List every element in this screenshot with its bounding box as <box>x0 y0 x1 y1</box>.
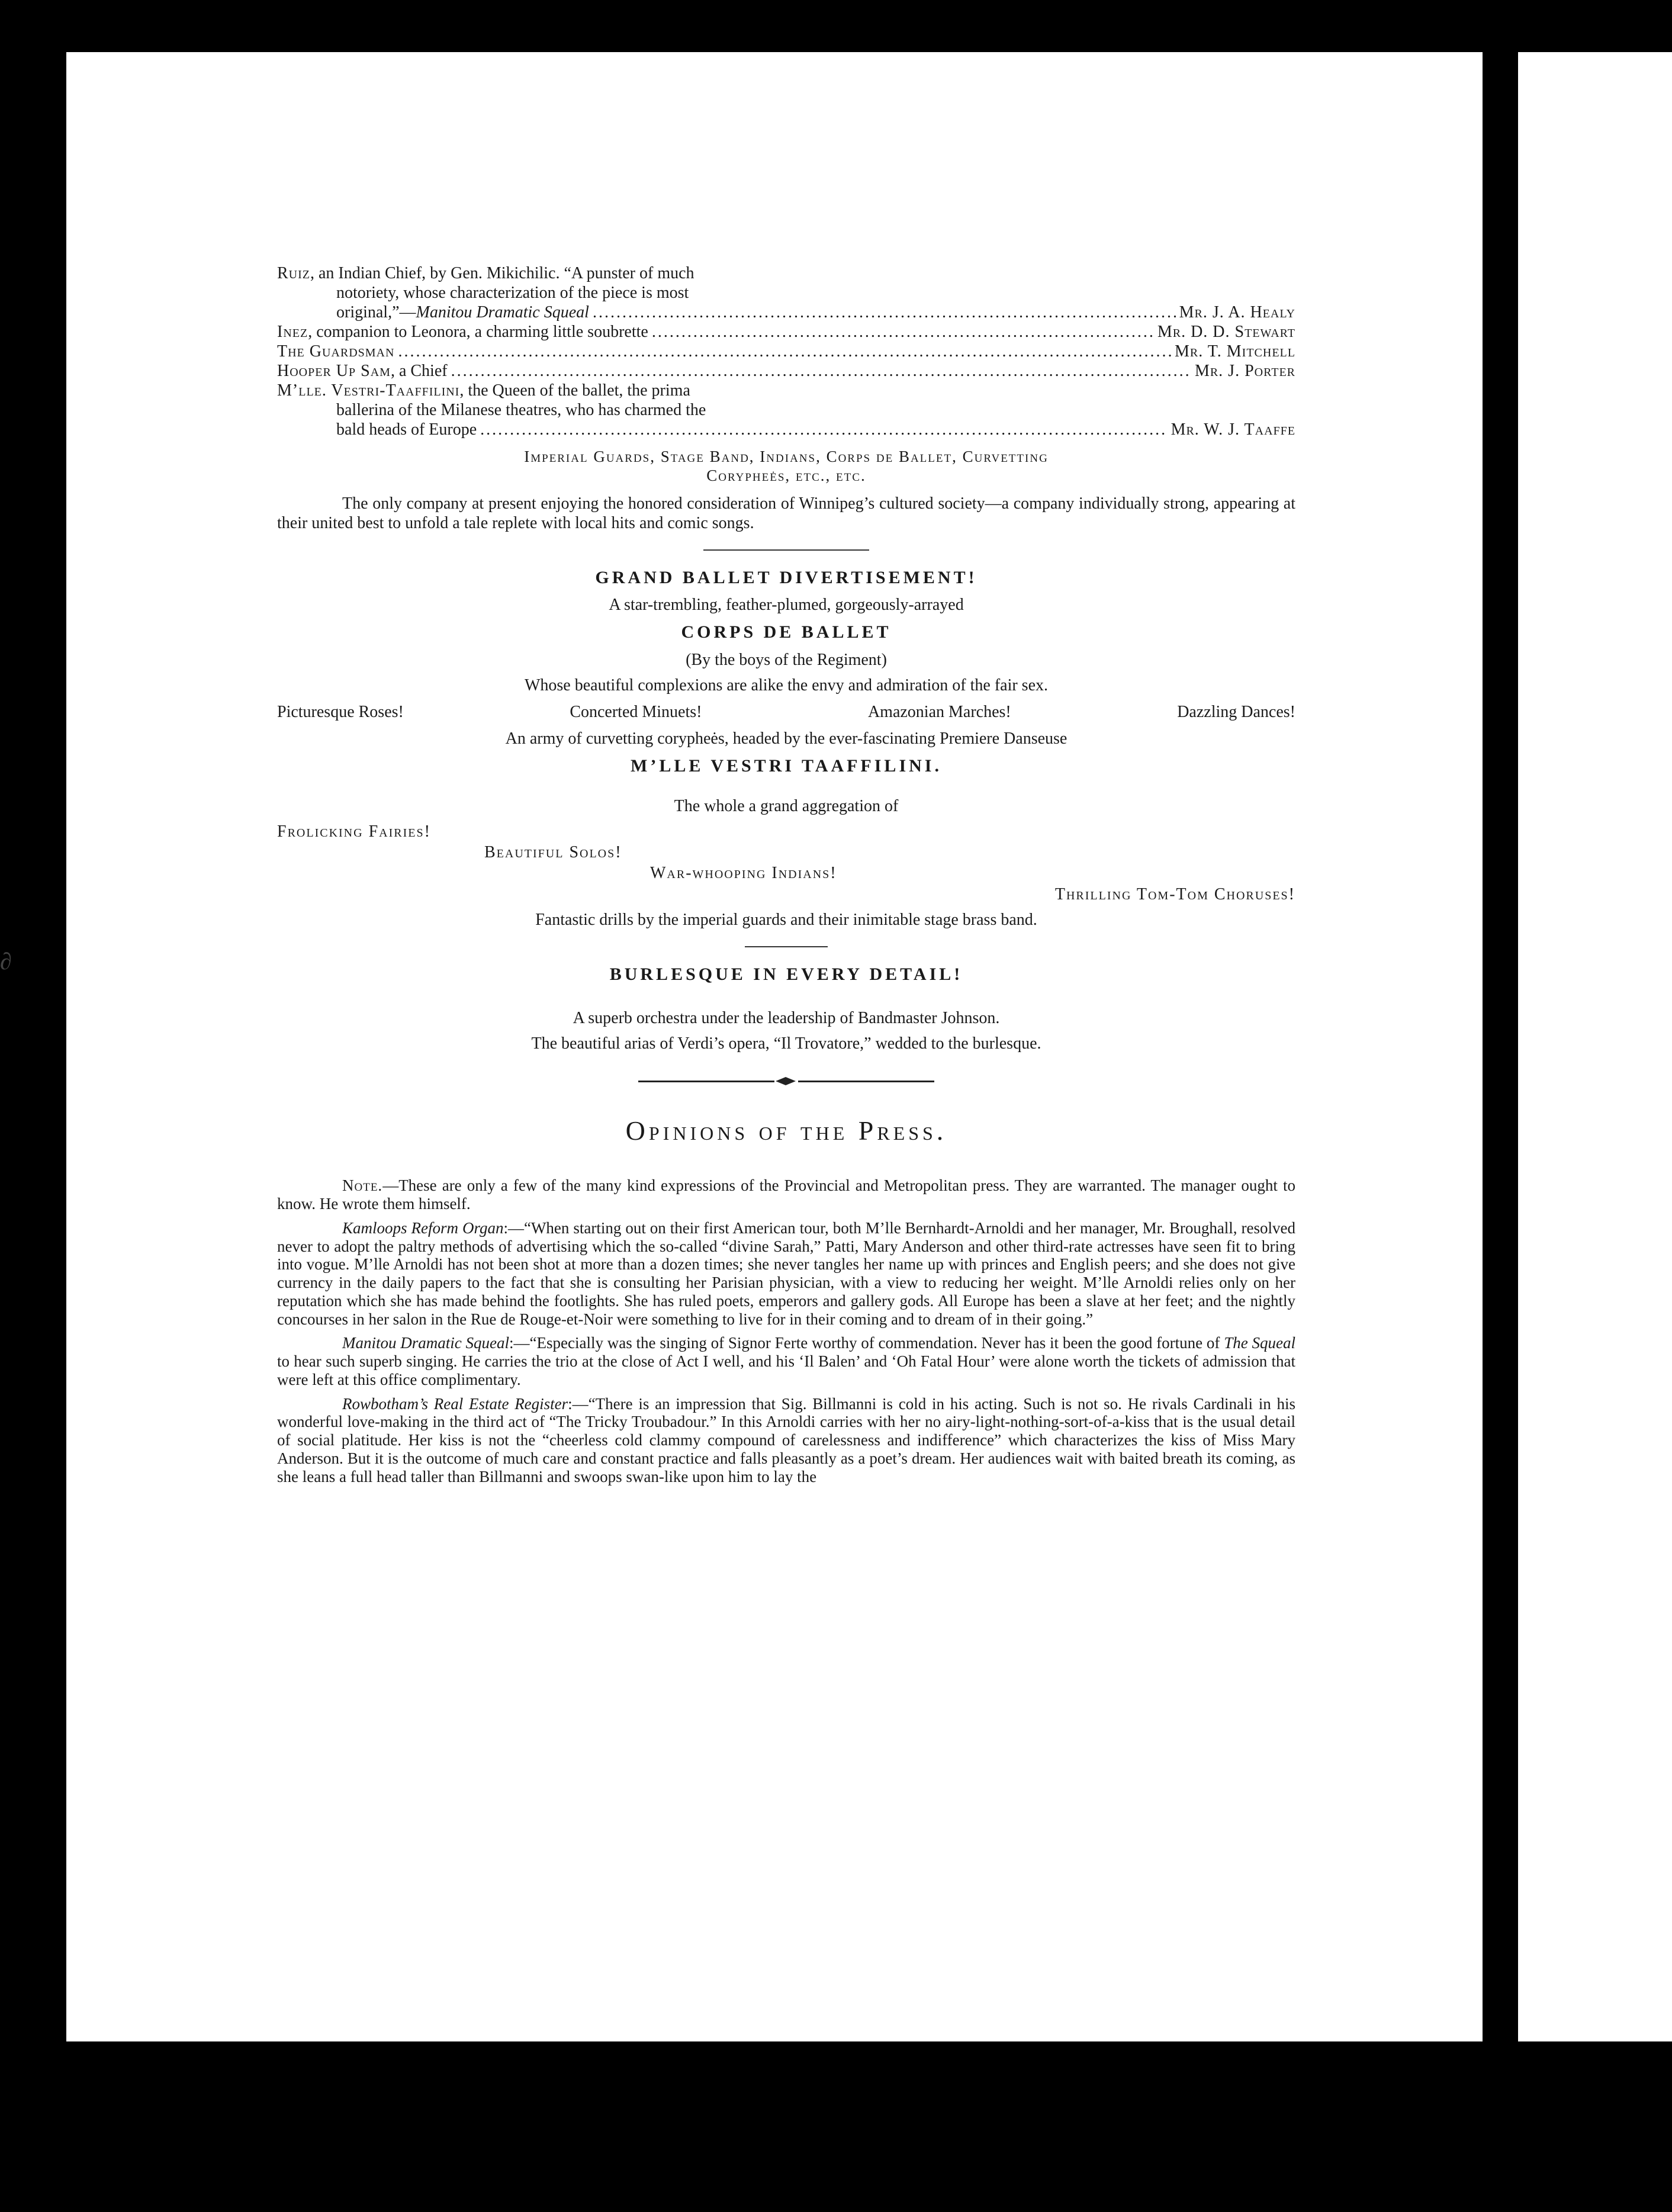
ballet-line: Whose beautiful complexions are alike the envy and admiration of the fair sex. <box>524 676 1049 695</box>
review-source: Manitou Dramatic Squeal <box>342 1334 510 1352</box>
leader-dots <box>398 342 1171 361</box>
section-divider <box>703 549 869 551</box>
note-text: —These are only a few of the many kind expressions of the Provincial and Metropolitan press. They are warranted. The manager ought to know. He wrote them himself. <box>277 1176 1295 1213</box>
character-name: Inez <box>277 323 308 342</box>
actor-name: Mr. D. D. Stewart <box>1157 323 1295 342</box>
ballet-heading: GRAND BALLET DIVERTISEMENT! <box>595 568 978 588</box>
review-text: :—“There is an impression that Sig. Billmanni is cold in his acting. Such is not so. He rivals Cardinali in his wonderful love-making in the third act of “The Tricky Troubadour.” In this Arnoldi carries with her no airy-light-nothing-sort-of-a-kiss that is the usual detail of social platitude. Her kiss is not the “cheerless cold clammy compound of carelessness and indifference” which characterizes the kiss of Miss Mary Anderson. But it is the outcome of much care and constant practice and falls pleasantly as a poet’s dream. Her audiences wait with baited breath its coming, as she leans a full head taller than Billmanni and swoops swan-like upon him to lay the <box>277 1394 1295 1486</box>
character-desc-end: original,”— <box>336 303 416 322</box>
ornament-divider <box>638 1077 934 1085</box>
cast-list <box>277 263 1295 439</box>
chorus-list <box>277 448 1295 486</box>
press-review <box>277 1219 1295 1329</box>
scan-mark: ∂ <box>0 948 12 975</box>
review-source: Rowbotham’s Real Estate Register <box>342 1394 568 1413</box>
character-name: Ruiz <box>277 264 310 282</box>
note-label: Note. <box>342 1176 383 1195</box>
cast-row-vestri <box>277 381 1295 439</box>
review-text: :—“Especially was the singing of Signor Ferte worthy of commendation. Never has it been the good fortune of <box>509 1334 1224 1352</box>
cast-row-guardsman <box>277 342 1295 361</box>
character-desc: , companion to Leonora, a charming little soubrette <box>308 323 648 342</box>
section-divider <box>745 946 828 947</box>
press-review <box>277 1334 1295 1388</box>
document-body <box>277 263 1295 1486</box>
ballet-line: Fantastic drills by the imperial guards and their inimitable stage brass band. <box>535 910 1037 929</box>
ballet-section <box>277 567 1295 930</box>
corps-heading: CORPS DE BALLET <box>681 622 892 642</box>
character-desc-end: bald heads of Europe <box>336 420 477 439</box>
press-note <box>277 1176 1295 1213</box>
cast-row-ruiz <box>277 263 1295 322</box>
leader-dots <box>593 303 1176 322</box>
actor-name: Mr. T. Mitchell <box>1175 342 1295 361</box>
ballet-item: Amazonian Marches! <box>867 702 1011 721</box>
ballet-line: (By the boys of the Regiment) <box>686 650 887 669</box>
review-text: to hear such superb singing. He carries the trio at the close of Act I well, and his ‘Il Balen’ and ‘Oh Fatal Hour’ were alone worth the tickets of admission that were left at this office complimentary. <box>277 1352 1295 1388</box>
ballet-item: Concerted Minuets! <box>570 702 702 721</box>
cast-leader-line <box>277 303 1295 322</box>
aggregation-item: Beautiful Solos! <box>484 843 622 862</box>
aggregation-item: War-whooping Indians! <box>650 864 837 883</box>
press-review <box>277 1395 1295 1486</box>
character-desc-cont: notoriety, whose characterization of the piece is most <box>336 284 689 303</box>
burlesque-heading: BURLESQUE IN EVERY DETAIL! <box>609 964 963 984</box>
star-heading: M’LLE VESTRI TAAFFILINI. <box>631 756 942 776</box>
company-paragraph: The only company at present enjoying the honored consideration of Winnipeg’s cultured society—a company individually strong, appearing at their united best to unfold a tale replete with local hits and comic songs. <box>277 494 1295 533</box>
character-name: Hooper Up Sam <box>277 362 391 381</box>
ballet-line: A star-trembling, feather-plumed, gorgeously-arrayed <box>609 596 964 615</box>
character-name: The Guardsman <box>277 342 395 361</box>
leader-dots <box>480 420 1167 439</box>
ballet-item: Picturesque Roses! <box>277 702 404 721</box>
character-desc: , a Chief <box>390 362 448 381</box>
character-desc-cont: ballerina of the Milanese theatres, who has charmed the <box>336 401 706 420</box>
aggregation-list <box>277 822 1295 904</box>
review-source: Kamloops Reform Organ <box>342 1218 504 1237</box>
quote-source: Manitou Dramatic Squeal <box>416 303 589 322</box>
actor-name: Mr. W. J. Taaffe <box>1171 420 1295 439</box>
next-page-edge <box>1518 52 1672 2041</box>
ballet-line: An army of curvetting corypheės, headed by the ever-fascinating Premiere Danseuse <box>505 729 1067 748</box>
press-section <box>277 1176 1295 1486</box>
press-title: Opinions of the Press. <box>625 1115 947 1146</box>
leader-dots <box>451 361 1191 381</box>
review-emphasis: The Squeal <box>1224 1334 1295 1352</box>
chorus-line: Imperial Guards, Stage Band, Indians, Corps de Ballet, Curvetting <box>524 448 1049 466</box>
ballet-line: The whole a grand aggregation of <box>674 797 899 816</box>
burlesque-line: A superb orchestra under the leadership of Bandmaster Johnson. <box>573 1008 1000 1027</box>
actor-name: Mr. J. Porter <box>1194 362 1295 381</box>
cast-row-inez <box>277 322 1295 342</box>
aggregation-item: Frolicking Fairies! <box>277 822 431 841</box>
leader-dots <box>652 322 1154 342</box>
burlesque-line: The beautiful arias of Verdi’s opera, “Il Trovatore,” wedded to the burlesque. <box>531 1034 1041 1053</box>
aggregation-item: Thrilling Tom-Tom Choruses! <box>1054 885 1295 904</box>
ballet-items <box>277 702 1295 722</box>
review-text: :—“When starting out on their first American tour, both M’lle Bernhardt-Arnoldi and her manager, Mr. Broughall, resolved never to adopt the paltry methods of advertising which the so-called “divine Sarah,” Patti, Mary Anderson and other third-rate actresses have seen fit to bring into vogue. M’lle Arnoldi has not been shot at more than a dozen times; she never tangles her name up with princes and English peers; and she does not give currency in the daily papers to the fact that she is consulting her Parisian physician, with a view to reducing her weight. M’lle Arnoldi relies only on her reputation which she has made behind the footlights. She has ruled poets, emperors and gallery gods. All Europe has been a slave at her feet; and the nightly concourses in her salon in the Rue de Rouge-et-Noir were something to live for in their coming and to dream of in their going.” <box>277 1218 1295 1328</box>
character-name: M’lle. Vestri-Taaffilini <box>277 381 460 400</box>
actor-name: Mr. J. A. Healy <box>1179 303 1295 322</box>
chorus-line: Corypheės, etc., etc. <box>706 467 866 485</box>
burlesque-section <box>277 964 1295 1053</box>
character-desc: , an Indian Chief, by Gen. Mikichilic. “A punster of much <box>310 264 694 282</box>
cast-leader-line <box>277 420 1295 439</box>
ballet-item: Dazzling Dances! <box>1177 702 1295 721</box>
cast-row-hooper <box>277 361 1295 381</box>
character-desc: , the Queen of the ballet, the prima <box>459 381 690 400</box>
